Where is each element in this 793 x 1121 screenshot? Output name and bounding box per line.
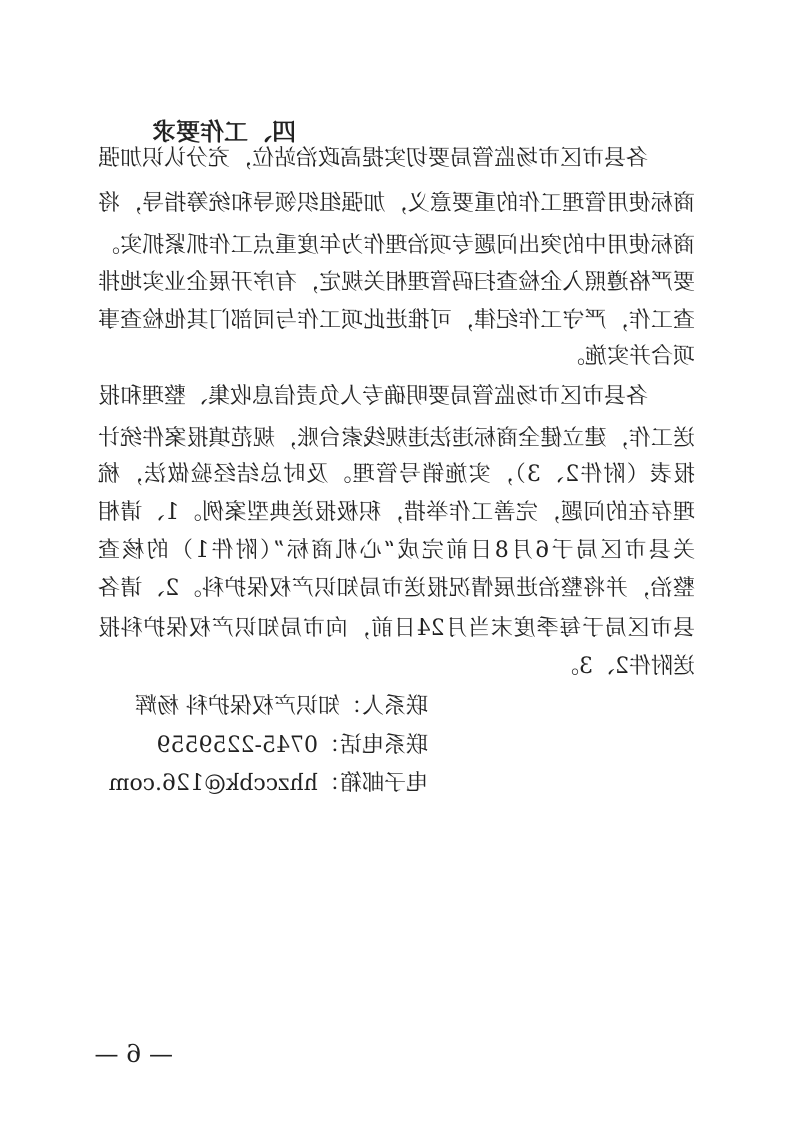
paragraph-2-line: 关县市区局于6月8日前完成“心机商标”（附件1）的核查: [98, 538, 695, 563]
paragraph-2-line: 送工作，建立健全商标违法违规线索台账，规范填报案件统计: [98, 426, 695, 451]
contact-person: 联系人：知识产权保护科 杨辉: [135, 694, 428, 719]
paragraph-2-line: 报表（附件2、3），实施销号管理。及时总结经验做法，梳: [98, 462, 695, 487]
contact-email: 电子邮箱：hhzccbk@126.com: [108, 771, 428, 796]
paragraph-2-line: 各县市区市场监管局要明确专人负责信息收集、整理和报: [98, 384, 649, 409]
paragraph-1-line: 查工作，严守工作纪律，可推进此项工作与同部门其他检查事: [98, 308, 695, 333]
paragraph-2-line: 理存在的问题，完善工作举措，积极报送典型案例。1、请相: [98, 500, 695, 525]
paragraph-2-line: 送附件2、3。: [557, 654, 695, 679]
paragraph-1-line: 要严格遵照入企检查扫码管理相关规定，有序开展企业实地排: [98, 270, 695, 295]
paragraph-1-line: 商标使用管理工作的重要意义，加强组织领导和统筹指导，将: [98, 191, 695, 216]
paragraph-2-line: 整治，并将整治进展情况报送市局知识产权保护科。2、请各: [98, 576, 695, 601]
page-number: — 6 —: [94, 1040, 173, 1068]
paragraph-2-line: 县市区局于每季度末当月24日前，向市局知识产权保护科报: [98, 616, 695, 641]
paragraph-1-line: 商标使用中的突出问题专项治理作为年度重点工作抓紧抓实。: [98, 233, 695, 258]
paragraph-1-line: 各县市区市场监管局要切实提高政治站位，充分认识加强: [98, 146, 649, 171]
section-heading: 四、工作要求: [152, 118, 296, 146]
paragraph-1-line: 项合并实施。: [562, 344, 695, 369]
contact-phone: 联系电话：0745-2259559: [156, 733, 428, 758]
